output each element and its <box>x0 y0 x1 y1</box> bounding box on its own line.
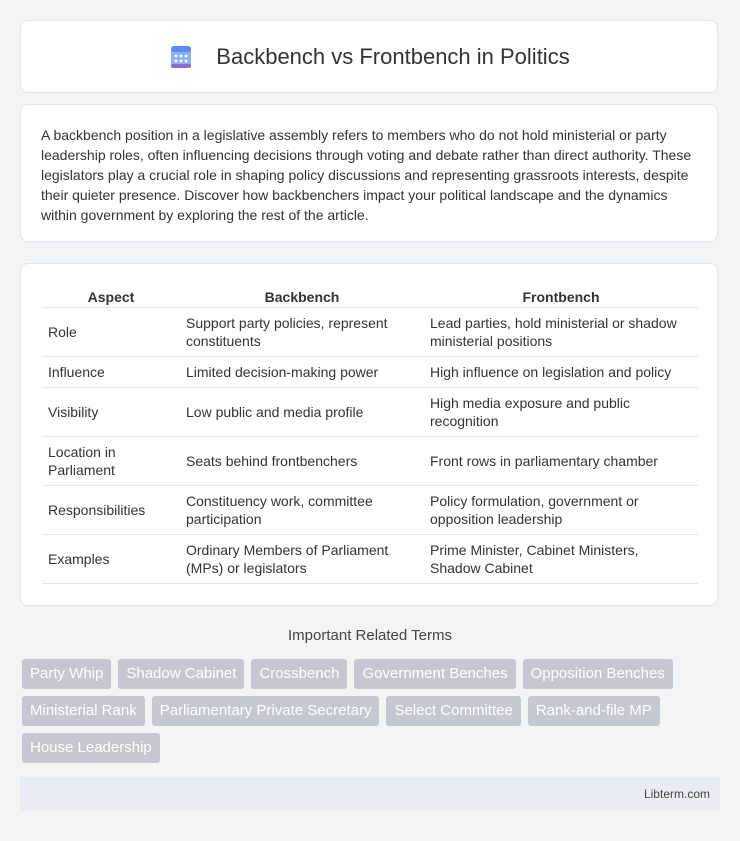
tag-parliamentary-private-secretary[interactable]: Parliamentary Private Secretary <box>152 696 380 726</box>
related-terms-list <box>22 659 722 770</box>
table-row <box>42 357 698 388</box>
table-cell: Seats behind frontbenchers <box>180 437 424 486</box>
table-row <box>42 308 698 357</box>
tag-opposition-benches[interactable]: Opposition Benches <box>523 659 673 689</box>
title-card <box>20 20 718 93</box>
table-cell: Examples <box>42 535 180 584</box>
table-row <box>42 388 698 437</box>
footer-bar <box>20 777 720 810</box>
footer-site-link[interactable]: Libterm.com <box>643 786 710 801</box>
table-cell: High media exposure and public recognition <box>424 388 698 437</box>
table-cell: Ordinary Members of Parliament (MPs) or legislators <box>180 535 424 584</box>
column-header-backbench: Backbench <box>180 282 424 308</box>
tag-government-benches[interactable]: Government Benches <box>354 659 515 689</box>
table-cell: Influence <box>42 357 180 388</box>
table-row <box>42 437 698 486</box>
table-cell: High influence on legislation and policy <box>424 357 698 388</box>
comparison-card <box>20 263 718 606</box>
tag-party-whip[interactable]: Party Whip <box>22 659 111 689</box>
intro-paragraph: A backbench position in a legislative assembly refers to members who do not hold ministerial or party leadership roles, often influencing decisions through voting and debate rather than direct authority. These legislators play a crucial role in shaping policy discussions and representing grassroots interests, despite their quieter presence. Discover how backbenchers impact your political landscape and the dynamics within government by exploring the rest of the article. <box>41 127 692 223</box>
table-row <box>42 486 698 535</box>
table-cell: Support party policies, represent constituents <box>180 308 424 357</box>
related-terms-title: Important Related Terms <box>288 627 452 644</box>
table-cell: Role <box>42 308 180 357</box>
tag-select-committee[interactable]: Select Committee <box>386 696 520 726</box>
table-cell: Limited decision-making power <box>180 357 424 388</box>
tag-house-leadership[interactable]: House Leadership <box>22 733 160 763</box>
column-header-frontbench: Frontbench <box>424 282 698 308</box>
table-cell: Prime Minister, Cabinet Ministers, Shadow Cabinet <box>424 535 698 584</box>
table-cell: Lead parties, hold ministerial or shadow ministerial positions <box>424 308 698 357</box>
table-cell: Constituency work, committee participation <box>180 486 424 535</box>
comparison-table <box>42 282 698 584</box>
tag-crossbench[interactable]: Crossbench <box>251 659 347 689</box>
document-list-icon <box>168 44 194 70</box>
table-row <box>42 535 698 584</box>
table-cell: Location in Parliament <box>42 437 180 486</box>
table-cell: Policy formulation, government or opposition leadership <box>424 486 698 535</box>
tag-shadow-cabinet[interactable]: Shadow Cabinet <box>118 659 244 689</box>
table-cell: Low public and media profile <box>180 388 424 437</box>
intro-card <box>20 104 718 242</box>
table-cell: Responsibilities <box>42 486 180 535</box>
tag-rank-and-file-mp[interactable]: Rank-and-file MP <box>528 696 660 726</box>
table-cell: Visibility <box>42 388 180 437</box>
table-header-row <box>42 282 698 308</box>
tag-ministerial-rank[interactable]: Ministerial Rank <box>22 696 145 726</box>
page-title: Backbench vs Frontbench in Politics <box>216 43 570 69</box>
table-cell: Front rows in parliamentary chamber <box>424 437 698 486</box>
column-header-aspect: Aspect <box>42 282 180 308</box>
